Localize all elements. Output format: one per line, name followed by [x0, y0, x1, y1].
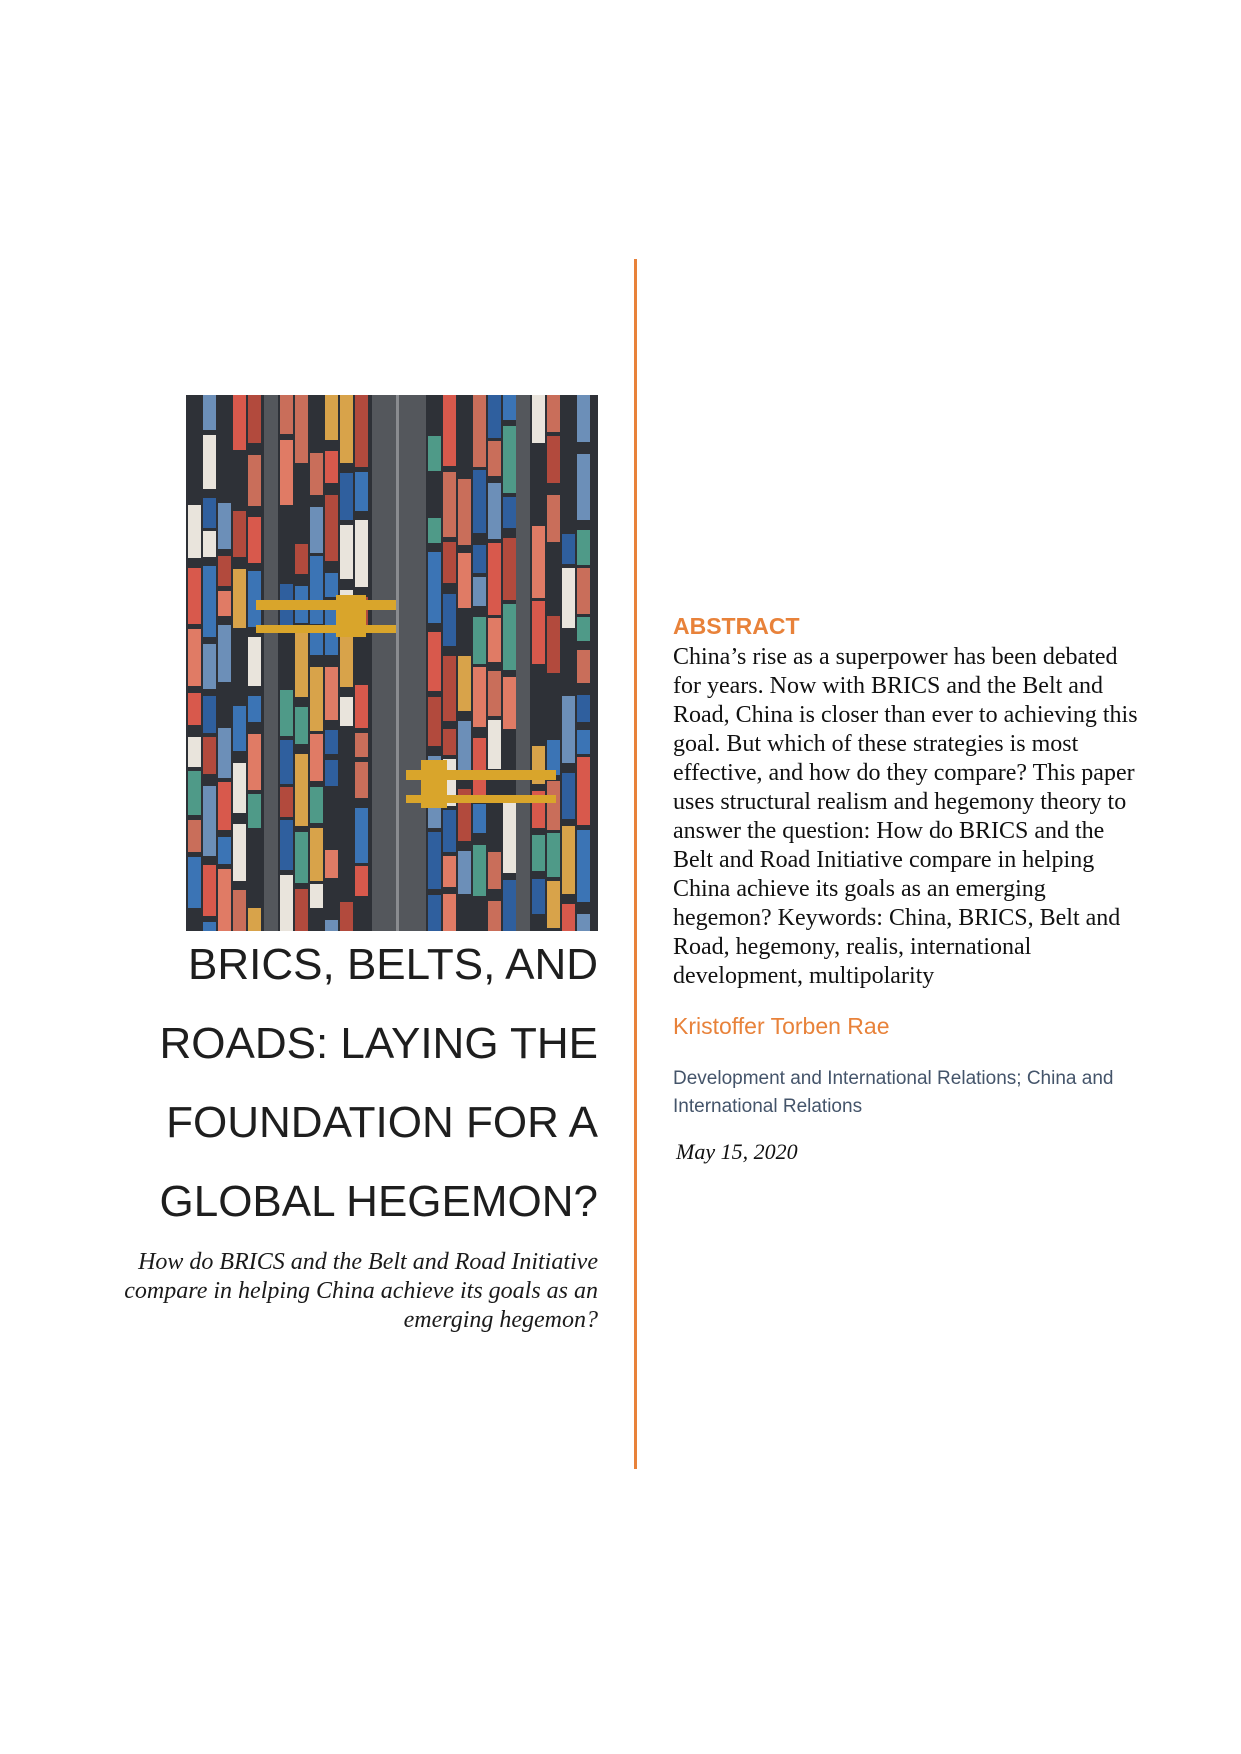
shipping-container	[218, 591, 231, 616]
shipping-container	[443, 729, 456, 755]
road-marking	[396, 395, 399, 931]
shipping-container	[503, 803, 516, 873]
shipping-container	[325, 760, 338, 786]
shipping-container	[547, 436, 560, 483]
shipping-container	[233, 763, 246, 813]
shipping-container	[577, 650, 590, 683]
shipping-container	[473, 845, 486, 896]
shipping-container	[355, 685, 368, 728]
abstract-body	[673, 643, 1171, 991]
shipping-container	[203, 435, 216, 489]
shipping-container	[188, 771, 201, 815]
shipping-container	[532, 395, 545, 443]
shipping-container	[577, 757, 590, 825]
shipping-container	[280, 440, 293, 505]
shipping-container	[355, 395, 368, 467]
shipping-container	[458, 656, 471, 711]
shipping-container	[547, 833, 560, 877]
shipping-container	[310, 734, 323, 781]
subtitle-line-1: How do BRICS and the Belt and Road Initiative	[138, 1249, 598, 1275]
shipping-container	[188, 568, 201, 624]
shipping-container	[280, 690, 293, 736]
abstract-line: China achieve its goals as an emerging	[673, 876, 1046, 902]
shipping-container	[547, 881, 560, 928]
shipping-container	[280, 820, 293, 870]
shipping-container	[458, 479, 471, 545]
shipping-container	[233, 824, 246, 881]
title-line-3: FOUNDATION FOR A	[166, 1098, 598, 1147]
shipping-container	[340, 395, 353, 463]
shipping-container	[325, 667, 338, 720]
shipping-container	[248, 455, 261, 506]
shipping-container	[503, 677, 516, 729]
shipping-container	[233, 395, 246, 450]
title-line-2: ROADS: LAYING THE	[159, 1019, 598, 1068]
shipping-container	[473, 804, 486, 833]
shipping-container	[188, 820, 201, 852]
shipping-container	[532, 835, 545, 871]
shipping-container	[547, 781, 560, 830]
document-subtitle	[90, 1248, 598, 1335]
document-title	[100, 925, 598, 1241]
affiliation-line-1: Development and International Relations; China and	[673, 1068, 1114, 1089]
subtitle-line-2: compare in helping China achieve its goals as an	[124, 1278, 598, 1304]
shipping-container	[203, 566, 216, 637]
shipping-container	[325, 573, 338, 597]
shipping-container	[443, 656, 456, 721]
title-line-4: GLOBAL HEGEMON?	[159, 1177, 598, 1226]
shipping-container	[355, 472, 368, 511]
shipping-container	[218, 503, 231, 549]
shipping-container	[325, 730, 338, 754]
shipping-container	[203, 395, 216, 430]
shipping-container	[188, 857, 201, 908]
shipping-container	[458, 553, 471, 608]
abstract-line: effective, and how do they compare? This paper	[673, 760, 1135, 786]
shipping-container	[203, 531, 216, 557]
gantry-crane	[256, 625, 396, 633]
shipping-container	[188, 629, 201, 686]
shipping-container	[218, 556, 231, 586]
shipping-container	[428, 697, 441, 746]
shipping-container	[340, 697, 353, 726]
shipping-container	[203, 644, 216, 689]
shipping-container	[280, 395, 293, 434]
shipping-container	[325, 850, 338, 878]
shipping-container	[248, 517, 261, 563]
title-line-1: BRICS, BELTS, AND	[188, 940, 598, 989]
affiliation	[673, 1065, 1173, 1121]
shipping-container	[488, 852, 501, 889]
shipping-container	[577, 568, 590, 614]
shipping-container	[248, 734, 261, 790]
shipping-container	[562, 534, 575, 564]
subtitle-line-3: emerging hegemon?	[403, 1307, 598, 1333]
shipping-container	[503, 426, 516, 493]
publication-date: May 15, 2020	[676, 1139, 798, 1164]
shipping-container	[428, 632, 441, 691]
crane-cab	[421, 760, 447, 808]
vertical-divider	[634, 259, 637, 1469]
cover-photo-container-port	[186, 395, 598, 931]
shipping-container	[325, 495, 338, 561]
shipping-container	[577, 530, 590, 565]
gantry-crane	[256, 600, 396, 610]
shipping-container	[532, 601, 545, 664]
crane-cab	[336, 595, 366, 637]
shipping-container	[488, 671, 501, 716]
abstract-line: hegemon? Keywords: China, BRICS, Belt and	[673, 905, 1121, 931]
shipping-container	[503, 880, 516, 931]
road-lane	[516, 395, 530, 931]
shipping-container	[325, 451, 338, 483]
shipping-container	[203, 737, 216, 774]
shipping-container	[443, 395, 456, 466]
shipping-container	[218, 837, 231, 864]
abstract-line: development, multipolarity	[673, 963, 935, 989]
shipping-container	[340, 525, 353, 579]
shipping-container	[443, 810, 456, 852]
shipping-container	[503, 497, 516, 528]
shipping-container	[503, 395, 516, 420]
shipping-container	[248, 571, 261, 627]
abstract-line: answer the question: How do BRICS and the	[673, 818, 1105, 844]
shipping-container	[428, 552, 441, 623]
shipping-container	[248, 696, 261, 722]
shipping-container	[532, 526, 545, 598]
shipping-container	[188, 693, 201, 725]
shipping-container	[503, 538, 516, 600]
shipping-container	[310, 556, 323, 624]
shipping-container	[233, 569, 246, 628]
shipping-container	[562, 826, 575, 894]
shipping-container	[428, 518, 441, 543]
shipping-container	[547, 616, 560, 673]
shipping-container	[203, 498, 216, 528]
shipping-container	[355, 808, 368, 863]
shipping-container	[473, 667, 486, 727]
abstract-line: goal. But which of these strategies is most	[673, 731, 1079, 757]
abstract-heading: ABSTRACT	[673, 613, 800, 639]
shipping-container	[295, 832, 308, 883]
shipping-container	[488, 483, 501, 539]
shipping-container	[577, 617, 590, 641]
shipping-container	[473, 577, 486, 606]
shipping-container	[503, 604, 516, 670]
shipping-container	[233, 511, 246, 557]
shipping-container	[355, 866, 368, 896]
road-lane	[264, 395, 278, 931]
shipping-container	[310, 828, 323, 881]
affiliation-line-2: International Relations	[673, 1096, 863, 1117]
shipping-container	[188, 505, 201, 558]
shipping-container	[532, 879, 545, 914]
shipping-container	[310, 787, 323, 823]
shipping-container	[280, 875, 293, 931]
shipping-container	[428, 436, 441, 471]
shipping-container	[203, 865, 216, 916]
shipping-container	[218, 625, 231, 682]
shipping-container	[295, 395, 308, 463]
shipping-container	[473, 395, 486, 467]
shipping-container	[355, 520, 368, 587]
shipping-container	[488, 720, 501, 769]
container-port-aerial-image	[186, 395, 598, 931]
shipping-container	[473, 738, 486, 795]
shipping-container	[488, 441, 501, 476]
shipping-container	[547, 740, 560, 775]
shipping-container	[577, 730, 590, 754]
abstract-line: China’s rise as a superpower has been debated	[673, 644, 1118, 670]
shipping-container	[443, 472, 456, 537]
abstract-line: Road, China is closer than ever to achieving this	[673, 702, 1138, 728]
shipping-container	[295, 707, 308, 744]
shipping-container	[248, 637, 261, 686]
shipping-container	[577, 695, 590, 722]
shipping-container	[248, 794, 261, 828]
shipping-container	[188, 737, 201, 767]
shipping-container	[310, 507, 323, 553]
shipping-container	[280, 787, 293, 817]
shipping-container	[473, 470, 486, 533]
shipping-container	[355, 762, 368, 798]
shipping-container	[218, 728, 231, 778]
shipping-container	[488, 618, 501, 662]
shipping-container	[203, 696, 216, 733]
shipping-container	[355, 733, 368, 757]
shipping-container	[295, 544, 308, 574]
abstract-line: Road, hegemony, realis, international	[673, 934, 1032, 960]
shipping-container	[577, 454, 590, 520]
shipping-container	[443, 542, 456, 583]
author-name: Kristoffer Torben Rae	[673, 1013, 890, 1039]
abstract-line: uses structural realism and hegemony theory to	[673, 789, 1127, 815]
shipping-container	[562, 696, 575, 763]
shipping-container	[310, 453, 323, 495]
shipping-container	[562, 568, 575, 628]
shipping-container	[577, 830, 590, 902]
shipping-container	[458, 851, 471, 894]
abstract-line: Belt and Road Initiative compare in helping	[673, 847, 1095, 873]
shipping-container	[280, 740, 293, 784]
shipping-container	[443, 856, 456, 887]
shipping-container	[428, 832, 441, 889]
shipping-container	[488, 395, 501, 438]
abstract-line: for years. Now with BRICS and the Belt and	[673, 673, 1103, 699]
shipping-container	[310, 667, 323, 731]
shipping-container	[248, 395, 261, 443]
shipping-container	[547, 495, 560, 542]
shipping-container	[295, 627, 308, 697]
shipping-container	[443, 594, 456, 646]
shipping-container	[203, 786, 216, 856]
shipping-container	[488, 543, 501, 615]
shipping-container	[233, 706, 246, 751]
shipping-container	[577, 395, 590, 442]
shipping-container	[340, 473, 353, 520]
shipping-container	[295, 754, 308, 826]
shipping-container	[473, 617, 486, 664]
shipping-container	[218, 782, 231, 830]
shipping-container	[562, 773, 575, 819]
shipping-container	[473, 545, 486, 573]
shipping-container	[325, 395, 338, 440]
shipping-container	[218, 869, 231, 931]
shipping-container	[310, 884, 323, 908]
shipping-container	[547, 395, 560, 432]
